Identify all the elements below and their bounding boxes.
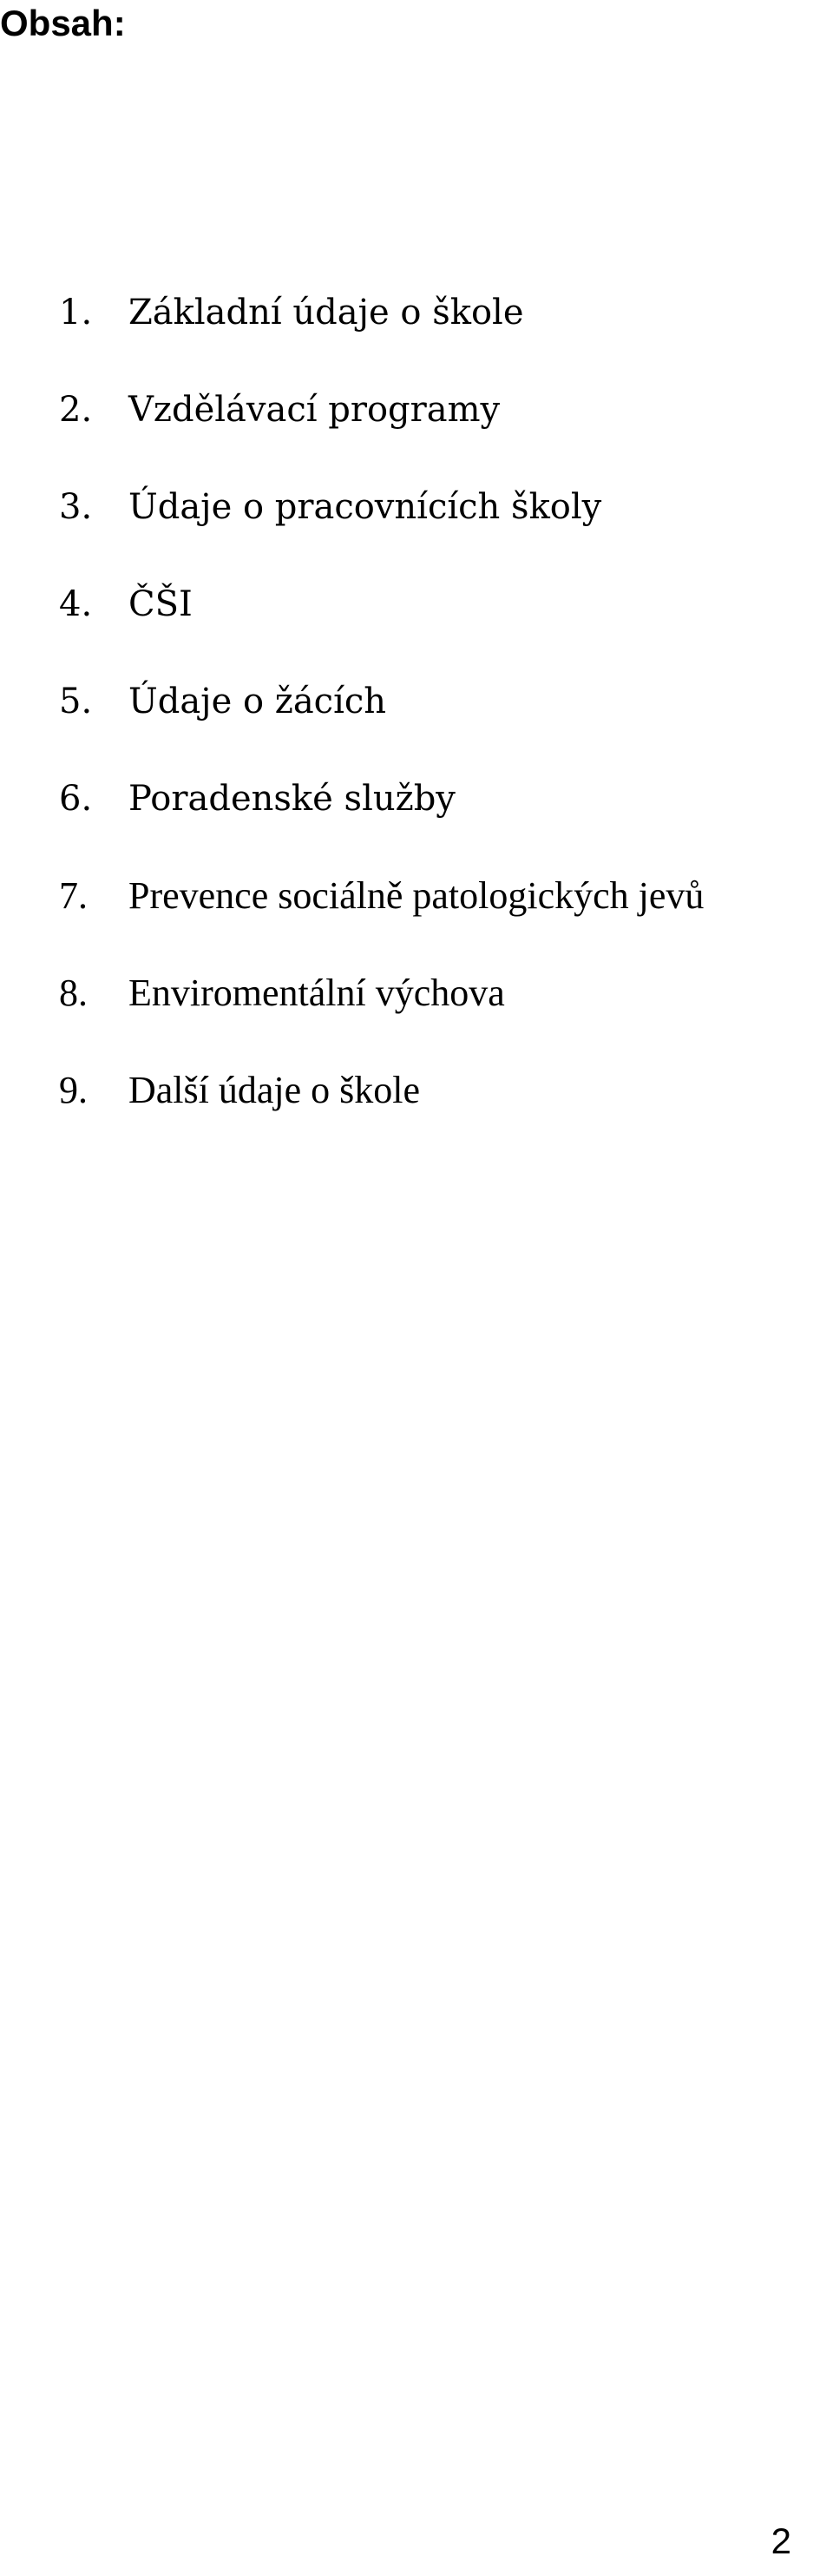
toc-item-number: 3. xyxy=(59,487,93,527)
toc-item-label: Údaje o pracovnících školy xyxy=(128,487,602,527)
toc-item-label: Enviromentální výchova xyxy=(128,972,505,1014)
toc-item-number: 9. xyxy=(59,1069,88,1111)
toc-item-number: 2. xyxy=(59,390,93,430)
toc-item-number: 4. xyxy=(59,584,93,624)
toc-item-label: Poradenské služby xyxy=(128,779,456,819)
toc-item-number: 8. xyxy=(59,972,88,1014)
toc-item-number: 7. xyxy=(59,874,88,917)
toc-item-number: 1. xyxy=(59,293,93,333)
toc-item-number: 6. xyxy=(59,779,93,819)
toc-item-number: 5. xyxy=(59,682,93,721)
toc-item-label: Vzdělávací programy xyxy=(128,390,501,430)
page-title: Obsah: xyxy=(0,3,126,43)
toc-item-label: ČŠI xyxy=(128,584,193,624)
toc-item-label: Prevence sociálně patologických jevů xyxy=(128,874,705,917)
toc-item-label: Další údaje o škole xyxy=(128,1069,421,1111)
toc-item-label: Základní údaje o škole xyxy=(128,293,524,333)
page-number: 2 xyxy=(771,2520,791,2561)
toc-item-label: Údaje o žácích xyxy=(128,682,387,721)
